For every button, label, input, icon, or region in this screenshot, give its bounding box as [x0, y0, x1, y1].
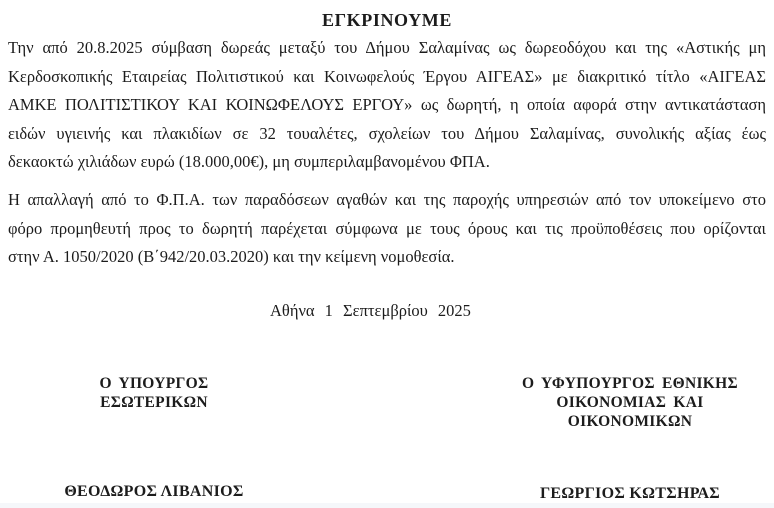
text-line: ΕΣΩΤΕΡΙΚΩΝ: [100, 394, 208, 411]
page-bottom-edge: [0, 503, 774, 508]
text-line: Ο ΥΠΟΥΡΓΟΣ: [99, 375, 209, 392]
signature-title-deputy-minister-economy: [498, 374, 762, 431]
place-and-date-line: Αθήνα 1 Σεπτεμβρίου 2025: [270, 301, 471, 320]
text-line: ΑΜΚΕ ΠΟΛΙΤΙΣΤΙΚΟΥ ΚΑΙ ΚΟΙΝΩΦΕΛΟΥΣ ΕΡΓΟΥ» ως δωρητή, η οποία αφορά στην αντικατάσταση: [8, 95, 766, 114]
text-line: ειδών υγιεινής και πλακιδίων σε 32 τουαλέτες, σχολείων του Δήμου Σαλαμίνας, συνολικής αξίας έως: [8, 123, 766, 143]
text-line: Η απαλλαγή από το Φ.Π.Α. των παραδόσεων αγαθών και της παροχής υπηρεσιών από τον υποκείμενο στο: [8, 190, 766, 209]
document-title: ΕΓΚΡΙΝΟΥΜΕ: [322, 10, 452, 30]
text-line: Την από 20.8.2025 σύμβαση δωρεάς μεταξύ του Δήμου Σαλαμίνας ως δωρεοδόχου και της «Αστικής μη: [8, 38, 766, 57]
donation-approval-paragraph: [8, 34, 766, 177]
signature-name-right: ΓΕΩΡΓΙΟΣ ΚΩΤΣΗΡΑΣ: [539, 485, 721, 502]
signature-name-left: ΘΕΟΔΩΡΟΣ ΛΙΒΑΝΙΟΣ: [64, 483, 244, 500]
text-line: δεκαοκτώ χιλιάδων ευρώ (18.000,00€), μη συμπεριλαμβανομένου ΦΠΑ.: [8, 152, 490, 171]
signature-title-minister-interior: [54, 374, 254, 412]
vat-exemption-paragraph: [8, 186, 766, 272]
text-line: στην Α. 1050/2020 (Β΄942/20.03.2020) και την κείμενη νομοθεσία.: [8, 247, 455, 266]
text-line: φόρο προμηθευτή προς το δωρητή παρέχεται σύμφωνα με τους όρους και τις προϋποθέσεις που ορίζονται: [8, 218, 766, 238]
text-line: ΟΙΚΟΝΟΜΙΑΣ ΚΑΙ ΟΙΚΟΝΟΜΙΚΩΝ: [556, 394, 704, 430]
text-line: Κερδοσκοπικής Εταιρείας Πολιτιστικού και Κοινωφελούς Έργου ΑΙΓΕΑΣ» με διακριτικό τίτλο «ΑΙΓΕΑΣ: [8, 66, 766, 86]
text-line: Ο ΥΦΥΠΟΥΡΓΟΣ ΕΘΝΙΚΗΣ: [522, 375, 738, 392]
